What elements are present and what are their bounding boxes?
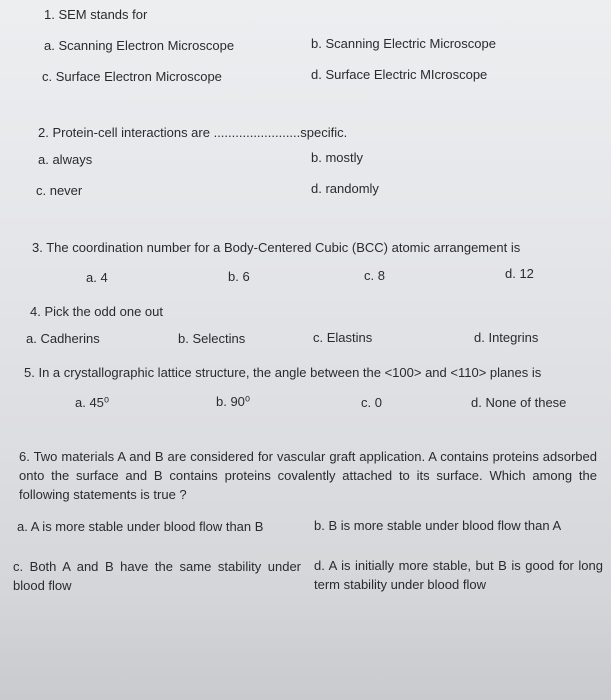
question-1-option-a: a. Scanning Electron Microscope — [44, 38, 235, 53]
question-2-option-a: a. always — [38, 152, 93, 167]
question-6-stem: 6. Two materials A and B are considered for vascular graft application. A contains proteins adsorbed onto the surface and B contains proteins covalently attached to its surface. Which among the following statements is true ? — [19, 449, 597, 502]
question-2-option-d: d. randomly — [311, 181, 379, 196]
question-6-option-a: a. A is more stable under blood flow than B — [17, 519, 264, 534]
question-3-option-b: b. 6 — [228, 269, 250, 284]
question-4-option-a: a. Cadherins — [26, 331, 100, 346]
question-1-option-d: d. Surface Electric MIcroscope — [311, 67, 488, 82]
question-5-option-a: a. 45⁰ — [75, 395, 110, 410]
question-3-option-a: a. 4 — [86, 270, 108, 285]
question-6-option-b: b. B is more stable under blood flow than A — [314, 518, 562, 533]
question-3-stem: 3. The coordination number for a Body-Centered Cubic (BCC) atomic arrangement is — [32, 240, 521, 255]
question-5-option-b: b. 90⁰ — [216, 394, 251, 409]
question-4-option-b: b. Selectins — [178, 331, 246, 346]
photo-shadow — [0, 600, 611, 700]
question-4-stem: 4. Pick the odd one out — [30, 304, 163, 319]
question-4-option-c: c. Elastins — [313, 330, 373, 345]
question-4-option-d: d. Integrins — [474, 330, 539, 345]
question-2-stem: 2. Protein-cell interactions are ........................specific. — [38, 125, 348, 140]
question-6-option-d: d. A is initially more stable, but B is good for long term stability under blood flow — [314, 558, 603, 592]
question-3-option-c: c. 8 — [364, 268, 385, 283]
question-1-option-b: b. Scanning Electric Microscope — [311, 36, 496, 51]
question-3-option-d: d. 12 — [505, 266, 534, 281]
question-6-option-c: c. Both A and B have the same stability under blood flow — [13, 559, 301, 593]
question-2-option-b: b. mostly — [311, 150, 364, 165]
question-2-option-c: c. never — [36, 183, 83, 198]
question-5-option-d: d. None of these — [471, 395, 567, 410]
question-1-stem: 1. SEM stands for — [44, 7, 148, 22]
question-5-stem: 5. In a crystallographic lattice structure, the angle between the <100> and <110> planes is — [24, 365, 542, 380]
question-5-option-c: c. 0 — [361, 395, 382, 410]
question-1-option-c: c. Surface Electron Microscope — [42, 69, 222, 84]
